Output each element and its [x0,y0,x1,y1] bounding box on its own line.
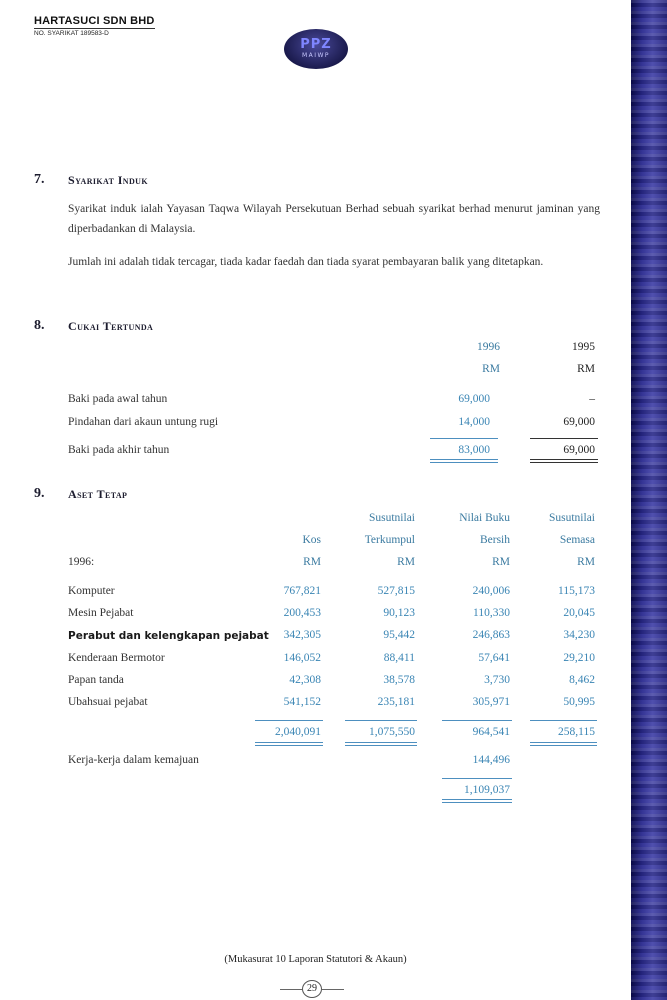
asset-value: 115,173 [558,585,595,597]
deferred-tax-unit-1996: RM [482,363,500,375]
asset-col-header-line1: Susutnilai [548,512,595,524]
total-double-rule [255,745,323,746]
asset-value: 541,152 [283,696,321,708]
deferred-tax-row-label: Baki pada akhir tahun [68,444,170,456]
deferred-tax-year-1995: 1995 [572,341,595,353]
deferred-tax-row-value: 69,000 [458,393,490,405]
subtotal-rule [442,720,512,721]
asset-total: 2,040,091 [275,726,321,738]
company-header [34,15,155,37]
page-edge-binding [631,0,667,1000]
total-double-rule [442,802,512,803]
asset-row-label: Ubahsuai pejabat [68,696,148,708]
asset-row-label: Mesin Pejabat [68,607,134,619]
asset-col-unit: RM [303,556,321,568]
asset-col-header-line2: Terkumpul [364,534,415,546]
subtotal-rule [530,438,598,439]
deferred-tax-row-value: 69,000 [563,444,595,456]
deferred-tax-row-value: – [589,393,595,405]
deferred-tax-unit-1995: RM [577,363,595,375]
deferred-tax-row-value: 83,000 [458,444,490,456]
total-double-rule [345,742,417,743]
asset-value: 342,305 [283,629,321,641]
asset-total: 964,541 [472,726,510,738]
asset-value: 57,641 [478,652,510,664]
deferred-tax-row-value: 14,000 [458,416,490,428]
total-double-rule [255,742,323,743]
asset-col-header-line1: Susutnilai [368,512,415,524]
asset-col-header-line2: Kos [302,534,321,546]
section-7-paragraph-1: Syarikat induk ialah Yayasan Taqwa Wilayah Persekutuan Berhad sebuah syarikat berhad menurut jaminan yang diperbadankan di Malaysia. [68,203,600,235]
asset-total: 258,115 [558,726,595,738]
page-number-rule [280,989,302,990]
asset-row-label: Perabut dan kelengkapan pejabat [68,630,269,642]
deferred-tax-row-label: Baki pada awal tahun [68,393,168,405]
company-name: HARTASUCI SDN BHD [34,15,155,27]
asset-year-label: 1996: [68,556,95,568]
deferred-tax-year-1996: 1996 [477,341,500,353]
subtotal-rule [345,720,417,721]
asset-value: 246,863 [472,629,510,641]
asset-value: 110,330 [473,607,510,619]
wip-value: 144,496 [472,754,510,766]
total-double-rule [530,462,598,463]
asset-value: 42,308 [289,674,321,686]
section-9-number: 9. [34,486,45,501]
subtotal-rule [255,720,323,721]
asset-value: 95,442 [383,629,415,641]
page-number-value: 29 [302,980,322,998]
asset-value: 38,578 [383,674,415,686]
asset-col-header-line2: Bersih [479,534,510,546]
asset-value: 767,821 [283,585,321,597]
asset-value: 240,006 [472,585,510,597]
section-9-title: Aset Tetap [68,487,128,501]
deferred-tax-row-label: Pindahan dari akaun untung rugi [68,416,219,428]
page-number [280,980,344,998]
asset-col-header-line2: Semasa [559,534,595,546]
section-7-paragraph-2: Jumlah ini adalah tidak tercagar, tiada kadar faedah dan tiada syarat pembayaran balik yang ditetapkan. [68,256,544,268]
asset-col-header-line1: Nilai Buku [459,512,510,524]
asset-value: 88,411 [383,652,415,664]
asset-row-label: Komputer [68,585,115,597]
grand-total: 1,109,037 [464,784,510,796]
subtotal-rule [530,720,597,721]
asset-value: 200,453 [283,607,321,619]
section-7-number: 7. [34,172,45,187]
deferred-tax-row-value: 69,000 [563,416,595,428]
asset-total: 1,075,550 [369,726,415,738]
total-double-rule [530,742,597,743]
section-7-title: Syarikat Induk [68,173,148,187]
asset-value: 20,045 [563,607,595,619]
asset-value: 34,230 [563,629,595,641]
asset-value: 90,123 [383,607,415,619]
page-footer-caption: (Mukasurat 10 Laporan Statutori & Akaun) [224,954,407,965]
total-double-rule [345,745,417,746]
logo-subtext: MAIWP [301,52,331,59]
total-double-rule [442,799,512,800]
logo-text: PPZ [300,37,332,52]
asset-value: 29,210 [563,652,595,664]
asset-value: 305,971 [472,696,510,708]
asset-value: 527,815 [377,585,415,597]
asset-row-label: Kenderaan Bermotor [68,652,165,664]
total-double-rule [530,745,597,746]
asset-value: 8,462 [569,674,595,686]
total-double-rule [430,462,498,463]
asset-col-unit: RM [397,556,415,568]
section-8-title: Cukai Tertunda [68,319,154,333]
page-number-rule [322,989,344,990]
asset-value: 50,995 [563,696,595,708]
total-double-rule [430,459,498,460]
total-double-rule [530,459,598,460]
ppz-logo [284,29,348,69]
asset-col-unit: RM [492,556,510,568]
asset-value: 235,181 [377,696,415,708]
asset-value: 3,730 [484,674,510,686]
subtotal-rule [430,438,498,439]
subtotal-rule [442,778,512,779]
asset-value: 146,052 [283,652,321,664]
asset-row-label: Papan tanda [68,674,124,686]
company-registration: NO. SYARIKAT 189583-D [34,28,155,37]
wip-label: Kerja-kerja dalam kemajuan [68,754,199,766]
section-8-number: 8. [34,318,45,333]
asset-col-unit: RM [577,556,595,568]
